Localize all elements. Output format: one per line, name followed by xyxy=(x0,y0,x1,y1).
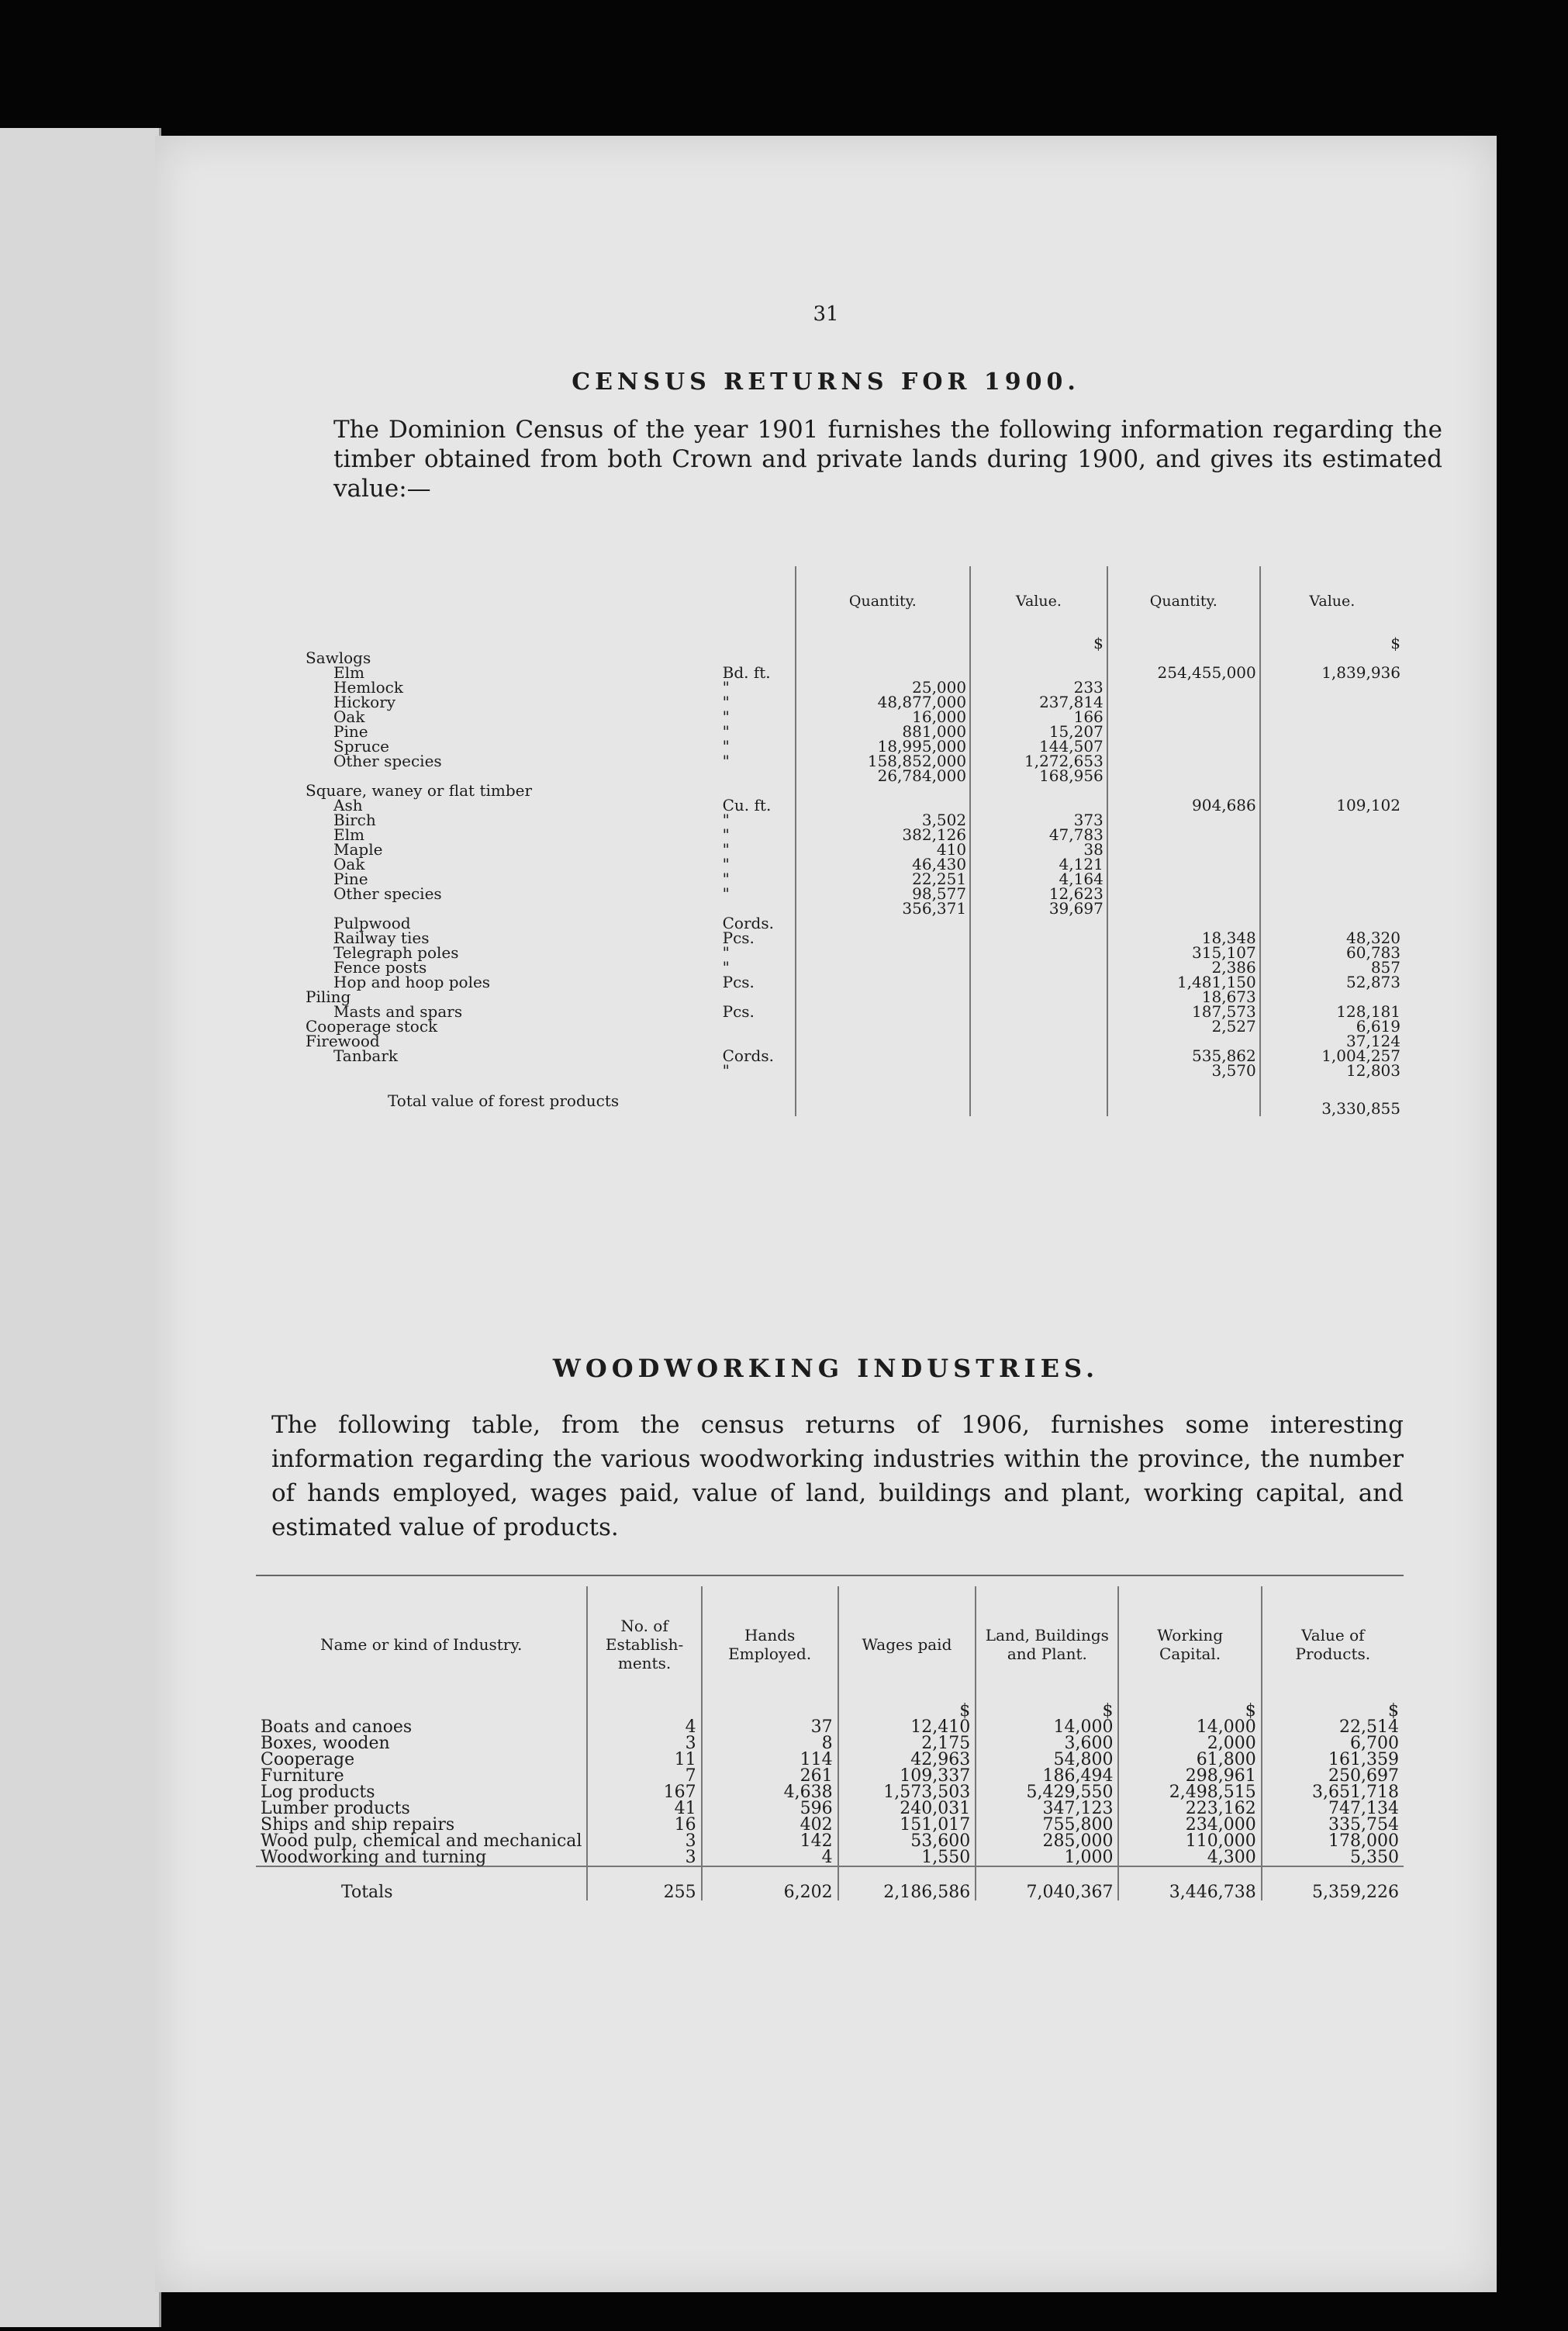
industry-wages: 42,963 xyxy=(838,1752,976,1768)
industry-products: 161,359 xyxy=(1262,1752,1404,1768)
census-row-value1: 168,956 xyxy=(970,769,1107,783)
census-row-unit: " xyxy=(722,870,730,888)
industry-products: 5,350 xyxy=(1262,1849,1404,1866)
industry-capital: 298,961 xyxy=(1118,1768,1261,1784)
census-row-unit: " xyxy=(722,707,730,726)
industry-name: Log products xyxy=(261,1783,375,1802)
census-row-unit: " xyxy=(722,884,730,903)
census-row-unit: Bd. ft. xyxy=(722,663,771,682)
census-row-label: Hemlock xyxy=(333,678,403,697)
census-row-value2 xyxy=(1260,725,1404,739)
census-row xyxy=(302,842,1404,857)
industry-name: Cooperage xyxy=(261,1750,355,1769)
census-row-value2 xyxy=(1260,901,1404,916)
census-row xyxy=(302,1019,1404,1034)
census-row xyxy=(302,754,1404,769)
census-row-quantity1: 3,502 xyxy=(796,813,970,828)
census-row-quantity2: 904,686 xyxy=(1107,798,1260,813)
woodworking-header-row xyxy=(256,1586,1404,1703)
census-table xyxy=(302,566,1404,1116)
census-row xyxy=(302,666,1404,680)
census-row xyxy=(302,798,1404,813)
census-row-unit: " xyxy=(722,752,730,770)
census-dollar-sign: $ xyxy=(970,636,1107,651)
industry-row xyxy=(256,1833,1404,1849)
census-row-label: Spruce xyxy=(333,737,389,756)
census-row-label: Masts and spars xyxy=(333,1002,463,1021)
census-row-quantity1 xyxy=(796,783,970,798)
census-row-label: Ash xyxy=(333,796,363,814)
woodworking-establishments-header: No. of Establish-ments. xyxy=(587,1586,701,1703)
census-row-value1: 4,164 xyxy=(970,872,1107,887)
woodworking-capital-header: Working Capital. xyxy=(1118,1586,1261,1703)
census-row-label: Square, waney or flat timber xyxy=(306,781,533,800)
census-row-quantity2 xyxy=(1107,857,1260,872)
woodworking-table xyxy=(256,1586,1404,1900)
census-row-label: Railway ties xyxy=(333,929,430,947)
woodworking-wages-header: Wages paid xyxy=(838,1586,976,1703)
census-row-value2 xyxy=(1260,857,1404,872)
census-row-value1: 373 xyxy=(970,813,1107,828)
industry-row xyxy=(256,1849,1404,1866)
census-row-quantity2 xyxy=(1107,813,1260,828)
census-dollar-row xyxy=(302,636,1404,651)
industry-products: 747,134 xyxy=(1262,1800,1404,1817)
census-row-value2 xyxy=(1260,769,1404,783)
industry-establishments: 4 xyxy=(587,1719,701,1735)
census-row-label: Firewood xyxy=(306,1032,380,1050)
industry-hands: 4 xyxy=(702,1849,838,1866)
census-header-row xyxy=(302,566,1404,636)
census-row-value1 xyxy=(970,1049,1107,1063)
census-row-unit: Pcs. xyxy=(722,973,755,991)
census-title: CENSUS RETURNS FOR 1900. xyxy=(572,368,1080,396)
industry-capital: 2,000 xyxy=(1118,1735,1261,1752)
census-row-label: Cooperage stock xyxy=(306,1017,438,1036)
census-row-value1 xyxy=(970,783,1107,798)
census-row xyxy=(302,901,1404,916)
industry-row xyxy=(256,1719,1404,1735)
census-row-quantity1: 410 xyxy=(796,842,970,857)
census-row-quantity2 xyxy=(1107,887,1260,901)
census-row-value1 xyxy=(970,1063,1107,1078)
census-row-value2 xyxy=(1260,828,1404,842)
woodworking-dollar-row xyxy=(256,1703,1404,1719)
census-row-value1: 166 xyxy=(970,710,1107,725)
census-row-value2: 857 xyxy=(1260,960,1404,975)
industry-products: 6,700 xyxy=(1262,1735,1404,1752)
census-row xyxy=(302,680,1404,695)
census-row-quantity1: 48,877,000 xyxy=(796,695,970,710)
census-row-value2 xyxy=(1260,695,1404,710)
census-row-quantity1 xyxy=(796,1005,970,1019)
industry-establishments: 167 xyxy=(587,1784,701,1800)
census-row-unit: " xyxy=(722,722,730,741)
census-total-value: 3,330,855 xyxy=(1260,1078,1404,1116)
woodworking-products-header: Value of Products. xyxy=(1262,1586,1404,1703)
census-row-quantity2: 187,573 xyxy=(1107,1005,1260,1019)
census-row-quantity2: 254,455,000 xyxy=(1107,666,1260,680)
industry-land: 1,000 xyxy=(976,1849,1118,1866)
industry-capital: 110,000 xyxy=(1118,1833,1261,1849)
industry-land: 755,800 xyxy=(976,1817,1118,1833)
census-row-value1 xyxy=(970,931,1107,946)
industry-name: Boats and canoes xyxy=(261,1717,413,1737)
adjacent-page-edge xyxy=(0,128,161,2327)
census-row-value1: 39,697 xyxy=(970,901,1107,916)
industry-establishments: 7 xyxy=(587,1768,701,1784)
census-row-unit: " xyxy=(722,737,730,756)
industry-hands: 142 xyxy=(702,1833,838,1849)
industry-hands: 4,638 xyxy=(702,1784,838,1800)
census-value2-header: Value. xyxy=(1260,566,1404,636)
census-row xyxy=(302,725,1404,739)
census-row-unit: Cords. xyxy=(722,1046,774,1065)
industry-capital: 14,000 xyxy=(1118,1719,1261,1735)
census-row-value2: 1,839,936 xyxy=(1260,666,1404,680)
census-row-unit: Cu. ft. xyxy=(722,796,772,814)
census-row-quantity1 xyxy=(796,1049,970,1063)
census-row-quantity2: 1,481,150 xyxy=(1107,975,1260,990)
census-row-quantity1 xyxy=(796,990,970,1005)
census-row-value1: 4,121 xyxy=(970,857,1107,872)
industry-products: 250,697 xyxy=(1262,1768,1404,1784)
census-row-label: Hickory xyxy=(333,693,396,711)
census-row-unit: Pcs. xyxy=(722,929,755,947)
census-row-value2: 12,803 xyxy=(1260,1063,1404,1078)
census-row-value2: 37,124 xyxy=(1260,1034,1404,1049)
census-row-quantity2 xyxy=(1107,695,1260,710)
totals-industry-products: 5,359,226 xyxy=(1262,1866,1404,1900)
woodworking-title: WOODWORKING INDUSTRIES. xyxy=(552,1354,1100,1383)
industry-name: Woodworking and turning xyxy=(261,1848,487,1867)
census-row-quantity2: 2,527 xyxy=(1107,1019,1260,1034)
census-row-quantity2 xyxy=(1107,754,1260,769)
census-row-quantity2: 535,862 xyxy=(1107,1049,1260,1063)
census-row-quantity2: 18,673 xyxy=(1107,990,1260,1005)
census-row-value1: 47,783 xyxy=(970,828,1107,842)
industry-land: 285,000 xyxy=(976,1833,1118,1849)
census-row-label: Piling xyxy=(306,987,351,1006)
census-row xyxy=(302,710,1404,725)
industry-totals-row xyxy=(256,1866,1404,1900)
industry-products: 178,000 xyxy=(1262,1833,1404,1849)
census-row-quantity1: 26,784,000 xyxy=(796,769,970,783)
industry-wages: 1,573,503 xyxy=(838,1784,976,1800)
census-row-value1 xyxy=(970,975,1107,990)
census-row-quantity2 xyxy=(1107,769,1260,783)
census-row xyxy=(302,695,1404,710)
woodworking-hands-header: Hands Employed. xyxy=(702,1586,838,1703)
census-row xyxy=(302,739,1404,754)
industry-row xyxy=(256,1784,1404,1800)
census-row-label: Other species xyxy=(333,752,442,770)
industry-wages: 12,410 xyxy=(838,1719,976,1735)
census-dollar-sign: $ xyxy=(1260,636,1404,651)
industry-hands: 114 xyxy=(702,1752,838,1768)
census-row-quantity1 xyxy=(796,946,970,960)
census-row-value2: 52,873 xyxy=(1260,975,1404,990)
census-row-quantity2 xyxy=(1107,872,1260,887)
census-row-value2 xyxy=(1260,739,1404,754)
industry-land: 3,600 xyxy=(976,1735,1118,1752)
census-row-label: Oak xyxy=(333,707,365,726)
census-row-quantity2: 315,107 xyxy=(1107,946,1260,960)
industry-establishments: 3 xyxy=(587,1849,701,1866)
census-row-value1: 233 xyxy=(970,680,1107,695)
census-row-value1 xyxy=(970,651,1107,666)
industry-hands: 596 xyxy=(702,1800,838,1817)
census-row-value2: 6,619 xyxy=(1260,1019,1404,1034)
census-row-label: Elm xyxy=(333,825,364,844)
census-row-label: Pine xyxy=(333,722,368,741)
census-row-quantity1: 18,995,000 xyxy=(796,739,970,754)
woodworking-intro: The following table, from the census returns of 1906, furnishes some interesting information regarding the various woodworking industries within the province, the number of hands employed, wages paid, value of land, buildings and plant, working capital, and estimated value of products. xyxy=(271,1411,1404,1541)
census-value1-header: Value. xyxy=(970,566,1107,636)
totals-industry-hands: 6,202 xyxy=(702,1866,838,1900)
totals-industry-name: Totals xyxy=(256,1866,587,1900)
book-page xyxy=(155,136,1497,2292)
industry-wages: 2,175 xyxy=(838,1735,976,1752)
census-row-quantity2 xyxy=(1107,842,1260,857)
census-row xyxy=(302,872,1404,887)
industry-capital: 234,000 xyxy=(1118,1817,1261,1833)
census-row-unit: " xyxy=(722,693,730,711)
census-row-value1: 12,623 xyxy=(970,887,1107,901)
woodworking-dollar-sign: $ xyxy=(1262,1703,1404,1719)
census-row-unit: " xyxy=(722,1061,730,1080)
census-row xyxy=(302,857,1404,872)
census-row-unit: " xyxy=(722,811,730,829)
census-row-label: Birch xyxy=(333,811,376,829)
industry-row xyxy=(256,1817,1404,1833)
census-row-value1 xyxy=(970,960,1107,975)
census-row-unit: " xyxy=(722,840,730,859)
census-row-value2 xyxy=(1260,680,1404,695)
industry-wages: 53,600 xyxy=(838,1833,976,1849)
census-row-quantity1 xyxy=(796,651,970,666)
census-row-quantity1: 382,126 xyxy=(796,828,970,842)
census-total-row xyxy=(302,1078,1404,1116)
industry-land: 347,123 xyxy=(976,1800,1118,1817)
industry-products: 335,754 xyxy=(1262,1817,1404,1833)
industry-row xyxy=(256,1735,1404,1752)
industry-establishments: 41 xyxy=(587,1800,701,1817)
census-row-quantity2 xyxy=(1107,680,1260,695)
page-number: 31 xyxy=(813,303,839,326)
census-row-quantity2: 18,348 xyxy=(1107,931,1260,946)
census-row-quantity1 xyxy=(796,916,970,931)
census-row xyxy=(302,1063,1404,1078)
industry-establishments: 16 xyxy=(587,1817,701,1833)
woodworking-dollar-sign: $ xyxy=(976,1703,1118,1719)
industry-hands: 37 xyxy=(702,1719,838,1735)
census-row-value1: 144,507 xyxy=(970,739,1107,754)
census-row-value1: 38 xyxy=(970,842,1107,857)
industry-products: 3,651,718 xyxy=(1262,1784,1404,1800)
industry-products: 22,514 xyxy=(1262,1719,1404,1735)
industry-name: Lumber products xyxy=(261,1799,410,1818)
census-row-quantity1: 98,577 xyxy=(796,887,970,901)
census-row xyxy=(302,828,1404,842)
census-row-value2: 60,783 xyxy=(1260,946,1404,960)
census-row-value2: 48,320 xyxy=(1260,931,1404,946)
industry-land: 5,429,550 xyxy=(976,1784,1118,1800)
census-row-value2 xyxy=(1260,813,1404,828)
census-row-label: Telegraph poles xyxy=(333,943,459,962)
industry-capital: 4,300 xyxy=(1118,1849,1261,1866)
census-total-label: Total value of forest products xyxy=(388,1091,620,1110)
census-row-quantity2: 2,386 xyxy=(1107,960,1260,975)
census-row-quantity1: 356,371 xyxy=(796,901,970,916)
census-row-unit: " xyxy=(722,678,730,697)
industry-name: Ships and ship repairs xyxy=(261,1815,455,1835)
census-row-value1 xyxy=(970,1019,1107,1034)
census-row-unit: Cords. xyxy=(722,914,774,932)
census-row-label: Pulpwood xyxy=(333,914,411,932)
census-row-unit xyxy=(720,1019,796,1034)
census-row-quantity2: 3,570 xyxy=(1107,1063,1260,1078)
census-row-quantity2 xyxy=(1107,901,1260,916)
industry-land: 54,800 xyxy=(976,1752,1118,1768)
census-label-header xyxy=(302,566,720,636)
census-row-label: Oak xyxy=(333,855,365,873)
census-row-label xyxy=(302,1063,720,1078)
industry-name: Furniture xyxy=(261,1766,344,1786)
industry-establishments: 3 xyxy=(587,1735,701,1752)
census-row-label: Sawlogs xyxy=(306,648,371,667)
census-row-quantity1: 25,000 xyxy=(796,680,970,695)
census-row-unit: " xyxy=(722,825,730,844)
census-row-label: Maple xyxy=(333,840,383,859)
industry-wages: 240,031 xyxy=(838,1800,976,1817)
industry-row xyxy=(256,1800,1404,1817)
census-row-quantity1 xyxy=(796,931,970,946)
census-row-unit xyxy=(720,769,796,783)
census-row-quantity2 xyxy=(1107,739,1260,754)
census-row-label: Hop and hoop poles xyxy=(333,973,491,991)
industry-establishments: 3 xyxy=(587,1833,701,1849)
census-row-label: Fence posts xyxy=(333,958,427,977)
industry-wages: 1,550 xyxy=(838,1849,976,1866)
census-row-value1 xyxy=(970,916,1107,931)
industry-land: 186,494 xyxy=(976,1768,1118,1784)
census-quantity1-header: Quantity. xyxy=(796,566,970,636)
census-row-quantity1: 46,430 xyxy=(796,857,970,872)
census-row-value2 xyxy=(1260,887,1404,901)
census-row-quantity1: 22,251 xyxy=(796,872,970,887)
industry-wages: 109,337 xyxy=(838,1768,976,1784)
industry-hands: 8 xyxy=(702,1735,838,1752)
industry-row xyxy=(256,1752,1404,1768)
census-row-label: Other species xyxy=(333,884,442,903)
census-row-quantity1: 881,000 xyxy=(796,725,970,739)
census-row-label: Elm xyxy=(333,663,364,682)
woodworking-name-header: Name or kind of Industry. xyxy=(320,1635,523,1654)
industry-capital: 223,162 xyxy=(1118,1800,1261,1817)
census-row-quantity1 xyxy=(796,975,970,990)
census-row-value2 xyxy=(1260,842,1404,857)
census-row-quantity2 xyxy=(1107,710,1260,725)
industry-land: 14,000 xyxy=(976,1719,1118,1735)
industry-name: Wood pulp, chemical and mechanical xyxy=(261,1831,582,1851)
census-row-quantity1 xyxy=(796,1063,970,1078)
totals-industry-capital: 3,446,738 xyxy=(1118,1866,1261,1900)
census-row-unit: " xyxy=(722,943,730,962)
totals-industry-land: 7,040,367 xyxy=(976,1866,1118,1900)
census-row-value2: 1,004,257 xyxy=(1260,1049,1404,1063)
industry-capital: 2,498,515 xyxy=(1118,1784,1261,1800)
census-row-value1: 15,207 xyxy=(970,725,1107,739)
census-row-value1 xyxy=(970,1005,1107,1019)
woodworking-dollar-sign: $ xyxy=(838,1703,976,1719)
census-row-value2 xyxy=(1260,754,1404,769)
census-row-value2 xyxy=(1260,872,1404,887)
industry-wages: 151,017 xyxy=(838,1817,976,1833)
census-quantity2-header: Quantity. xyxy=(1107,566,1260,636)
census-row-value1: 237,814 xyxy=(970,695,1107,710)
census-row-value1 xyxy=(970,990,1107,1005)
census-row-label: Pine xyxy=(333,870,368,888)
industry-hands: 261 xyxy=(702,1768,838,1784)
census-row-value2: 109,102 xyxy=(1260,798,1404,813)
census-row-label: Tanbark xyxy=(333,1046,398,1065)
census-row-value1 xyxy=(970,946,1107,960)
industry-row xyxy=(256,1768,1404,1784)
census-row-quantity1: 158,852,000 xyxy=(796,754,970,769)
census-row-unit: " xyxy=(722,958,730,977)
totals-industry-wages: 2,186,586 xyxy=(838,1866,976,1900)
census-row xyxy=(302,813,1404,828)
industry-name: Boxes, wooden xyxy=(261,1734,390,1753)
census-row-unit: Pcs. xyxy=(722,1002,755,1021)
census-row-value1: 1,272,653 xyxy=(970,754,1107,769)
woodworking-land-header: Land, Buildings and Plant. xyxy=(976,1586,1118,1703)
census-row-value1 xyxy=(970,1034,1107,1049)
industry-hands: 402 xyxy=(702,1817,838,1833)
totals-industry-establishments: 255 xyxy=(587,1866,701,1900)
woodworking-dollar-sign: $ xyxy=(1118,1703,1261,1719)
census-row xyxy=(302,887,1404,901)
census-unit-header xyxy=(720,566,796,636)
census-row-value2: 128,181 xyxy=(1260,1005,1404,1019)
census-row-quantity2 xyxy=(1107,828,1260,842)
table-top-rule xyxy=(256,1575,1404,1576)
industry-establishments: 11 xyxy=(587,1752,701,1768)
census-row-quantity1 xyxy=(796,960,970,975)
census-row-quantity1: 16,000 xyxy=(796,710,970,725)
census-intro: The Dominion Census of the year 1901 furnishes the following information regarding the timber obtained from both Crown and private lands during 1900, and gives its estimated value:— xyxy=(333,416,1442,503)
industry-capital: 61,800 xyxy=(1118,1752,1261,1768)
census-row-quantity2 xyxy=(1107,725,1260,739)
census-row-unit: " xyxy=(722,855,730,873)
census-row-quantity1 xyxy=(796,1019,970,1034)
census-row-value2 xyxy=(1260,710,1404,725)
census-row-quantity1 xyxy=(796,1034,970,1049)
